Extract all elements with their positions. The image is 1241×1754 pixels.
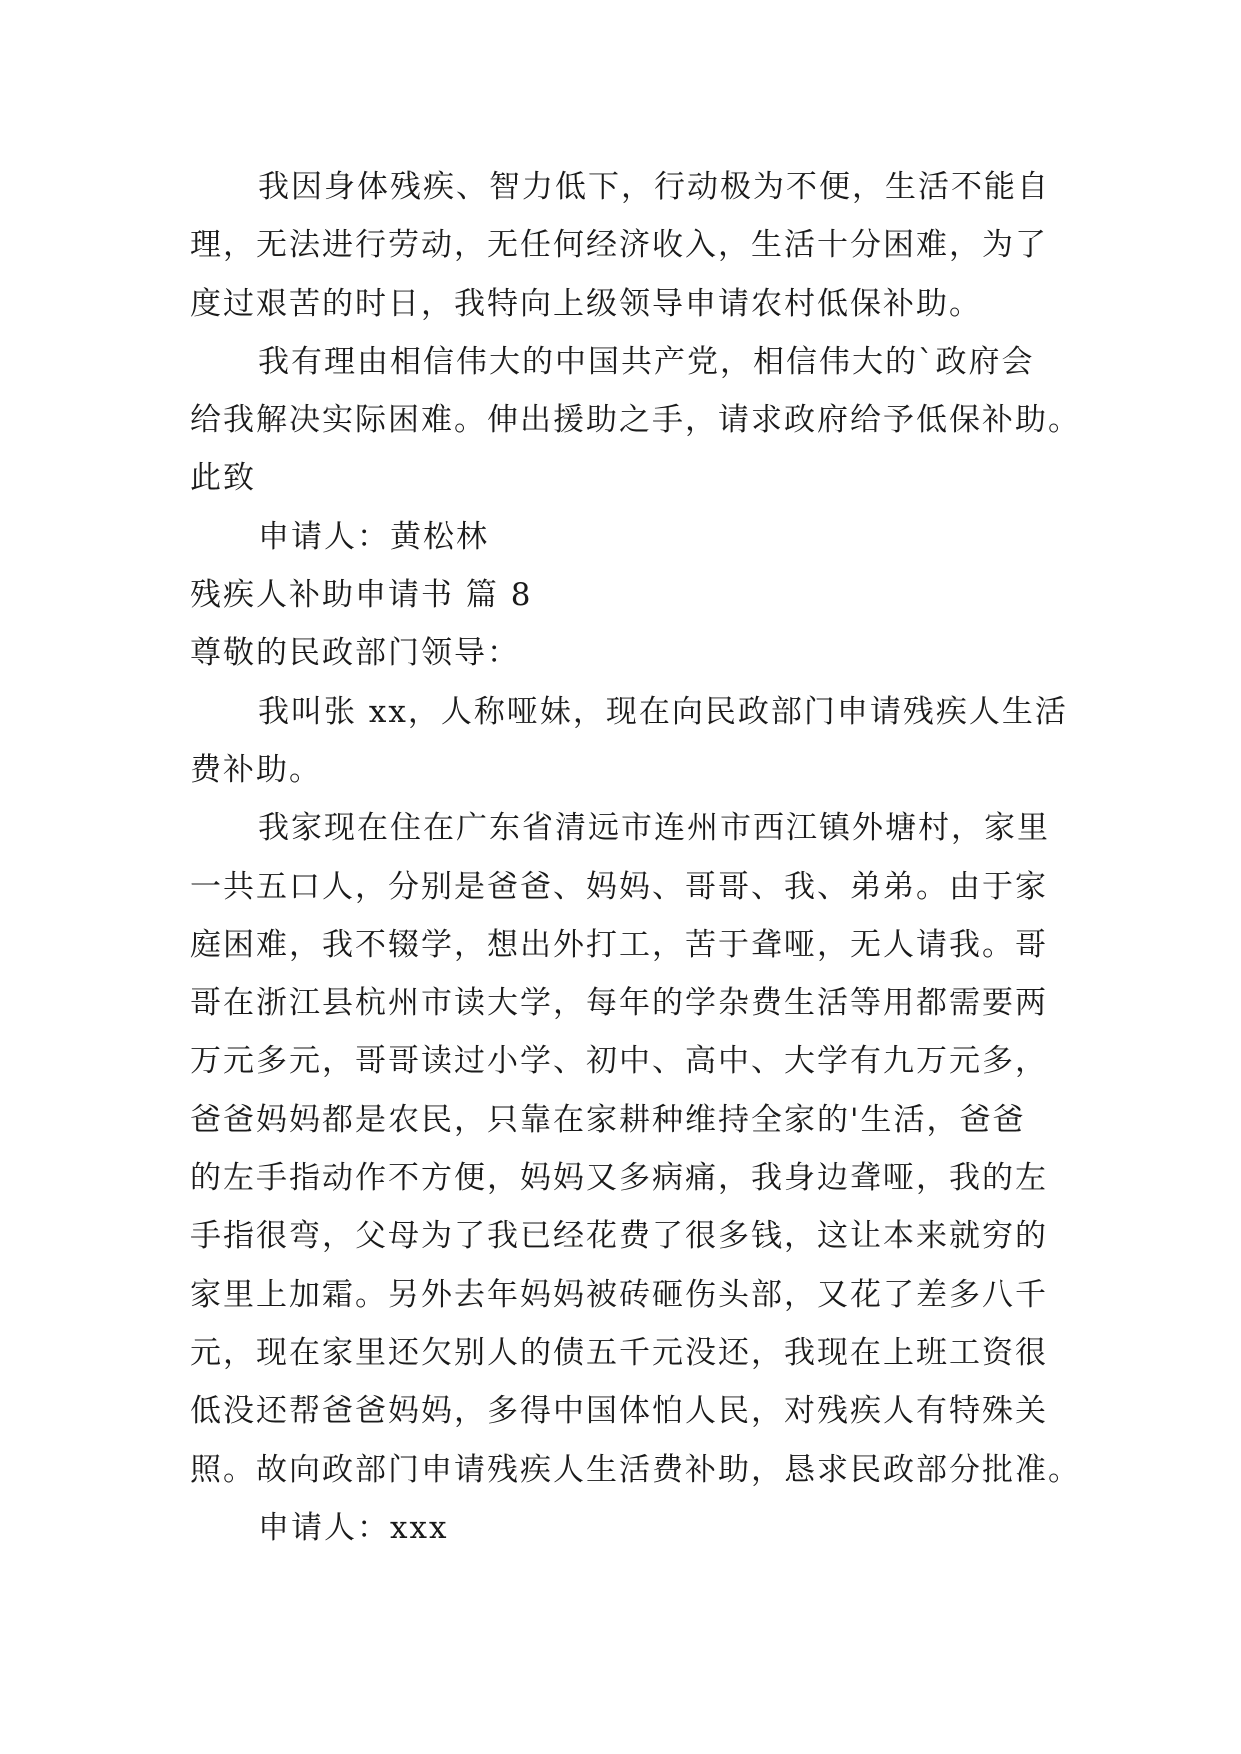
paragraph-line: 我叫张 xx，人称哑妹，现在向民政部门申请残疾人生活 <box>258 693 1068 730</box>
paragraph-line: 度过艰苦的时日，我特向上级领导申请农村低保补助。 <box>190 285 982 322</box>
paragraph-line: 哥在浙江县杭州市读大学，每年的学杂费生活等用都需要两 <box>190 985 1048 1022</box>
paragraph-line: 一共五口人，分别是爸爸、妈妈、哥哥、我、弟弟。由于家 <box>190 868 1048 905</box>
paragraph-line: 费补助。 <box>190 751 322 788</box>
paragraph-line: 家里上加霜。另外去年妈妈被砖砸伤头部，又花了差多八千 <box>190 1276 1048 1313</box>
document-body <box>190 158 1081 1557</box>
applicant-signature: 申请人：黄松林 <box>258 518 489 555</box>
paragraph-line: 元，现在家里还欠别人的债五千元没还，我现在上班工资很 <box>190 1334 1048 1371</box>
paragraph-line: 庭困难，我不辍学，想出外打工，苦于聋哑，无人请我。哥 <box>190 926 1048 963</box>
paragraph-line: 手指很弯，父母为了我已经花费了很多钱，这让本来就穷的 <box>190 1218 1048 1255</box>
closing-salutation: 此致 <box>190 460 256 497</box>
greeting: 尊敬的民政部门领导： <box>190 635 520 672</box>
paragraph-line: 我因身体残疾、智力低下，行动极为不便，生活不能自 <box>258 169 1050 205</box>
paragraph-line: 的左手指动作不方便，妈妈又多病痛，我身边聋哑，我的左 <box>190 1160 1048 1197</box>
applicant-signature: 申请人：xxx <box>258 1509 449 1546</box>
paragraph-line: 爸爸妈妈都是农民，只靠在家耕种维持全家的'生活，爸爸 <box>190 1101 1026 1138</box>
paragraph-line: 理，无法进行劳动，无任何经济收入，生活十分困难，为了 <box>190 227 1048 264</box>
section-title: 残疾人补助申请书 篇 8 <box>190 577 533 614</box>
paragraph-line: 我有理由相信伟大的中国共产党，相信伟大的`政府会 <box>258 343 1035 380</box>
paragraph-line: 低没还帮爸爸妈妈，多得中国体怕人民，对残疾人有特殊关 <box>190 1393 1048 1430</box>
paragraph-line: 给我解决实际困难。伸出援助之手，请求政府给予低保补助。 <box>190 402 1081 439</box>
paragraph-line: 我家现在住在广东省清远市连州市西江镇外塘村，家里 <box>258 810 1050 847</box>
paragraph-line: 万元多元，哥哥读过小学、初中、高中、大学有九万元多， <box>190 1043 1048 1080</box>
paragraph-line: 照。故向政部门申请残疾人生活费补助，恳求民政部分批准。 <box>190 1451 1081 1488</box>
